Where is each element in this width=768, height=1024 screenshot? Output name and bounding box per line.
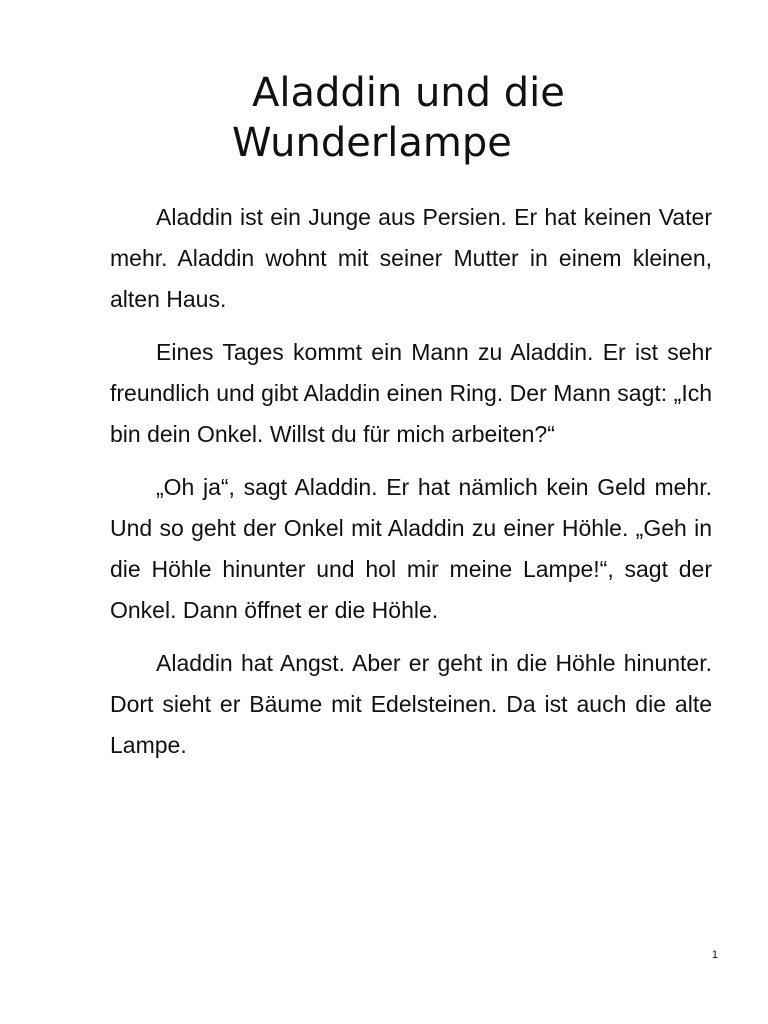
paragraph-1: Aladdin ist ein Junge aus Persien. Er hat keinen Vater mehr. Aladdin wohnt mit seiner Mutter in einem kleinen, alten Haus. bbox=[110, 204, 712, 312]
page-number: 1 bbox=[711, 949, 718, 961]
document-title: Aladdin und die Wunderlampe bbox=[232, 70, 565, 166]
paragraph-3: „Oh ja“, sagt Aladdin. Er hat nämlich kein Geld mehr. Und so geht der Onkel mit Aladdin zu einer Höhle. „Geh in die Höhle hinunter und hol mir meine Lampe!“, sagt der Onkel. Dann öffnet er die Höhle. bbox=[110, 474, 712, 623]
paragraph-2: Eines Tages kommt ein Mann zu Aladdin. Er ist sehr freundlich und gibt Aladdin einen Ring. Der Mann sagt: „Ich bin dein Onkel. Willst du für mich arbeiten?“ bbox=[110, 339, 712, 447]
story-body bbox=[110, 197, 712, 778]
paragraph-4: Aladdin hat Angst. Aber er geht in die Höhle hinunter. Dort sieht er Bäume mit Edelsteinen. Da ist auch die alte Lampe. bbox=[110, 650, 712, 758]
